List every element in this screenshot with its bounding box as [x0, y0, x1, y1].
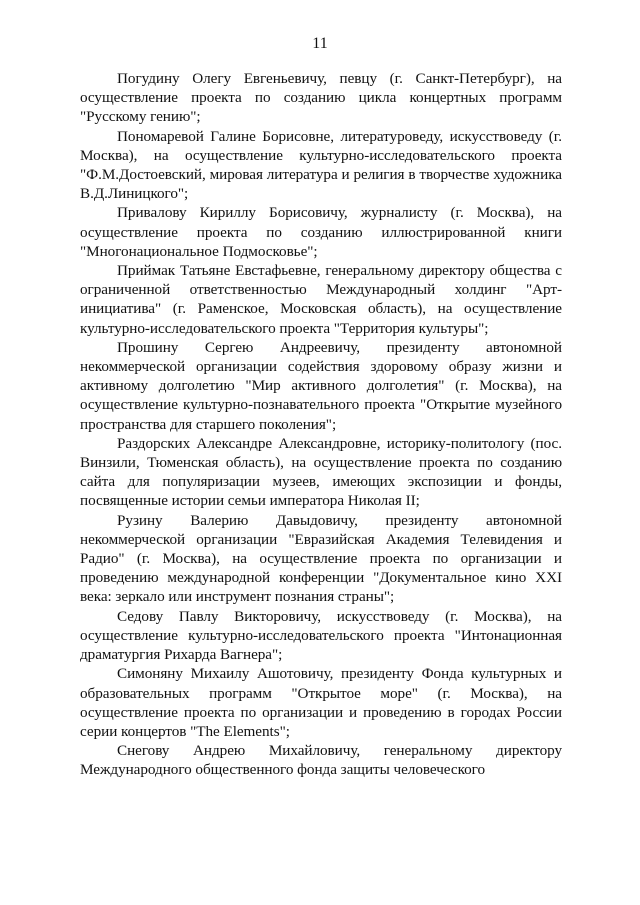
paragraph-ponomareva: Пономаревой Галине Борисовне, литературоведу, искусствоведу (г. Москва), на осуществление культурно-исследовательского проекта "Ф.М.Достоевский, мировая литература и религия в творчестве художника В.Д.Линицкого";: [80, 127, 562, 203]
paragraph-simonyan: Симоняну Михаилу Ашотовичу, президенту Фонда культурных и образовательных программ "Открытое море" (г. Москва), на осуществление проекта по организации и проведению в городах России серии концертов "The Elements";: [80, 665, 562, 740]
paragraph-sedov: Седову Павлу Викторовичу, искусствоведу (г. Москва), на осуществление культурно-исследовательского проекта "Интонационная драматургия Рихарда Вагнера";: [80, 607, 562, 664]
paragraph-ruzin: Рузину Валерию Давыдовичу, президенту автономной некоммерческой организации "Евразийская Академия Телевидения и Радио" (г. Москва), на осуществление проекта по организации и проведению международной конференции "Документальное кино XXI века: зеркало или инструмент познания страны";: [80, 511, 562, 606]
paragraph-priymak: Приймак Татьяне Евстафьевне, генеральному директору общества с ограниченной ответственностью Международный холдинг "Арт-инициатива" (г. Раменское, Московская область), на осуществление культурно-исследовательского проекта "Территория культуры";: [80, 262, 562, 337]
document-body: [80, 69, 562, 780]
paragraph-pogudin: Погудину Олегу Евгеньевичу, певцу (г. Санкт-Петербург), на осуществление проекта по созданию цикла концертных программ "Русскому гению";: [80, 70, 562, 126]
paragraph-razdorskikh: Раздорских Александре Александровне, историку-политологу (пос. Винзили, Тюменская область), на осуществление проекта по созданию сайта для популяризации музеев, имеющих экспозиции и фонды, посвященные истории семьи императора Николая II;: [80, 434, 562, 510]
paragraph-privalov: Привалову Кириллу Борисовичу, журналисту (г. Москва), на осуществление проекта по созданию иллюстрированной книги "Многонациональное Подмосковье";: [80, 204, 562, 260]
paragraph-snegov: Снегову Андрею Михайловичу, генеральному директору Международного общественного фонда защиты человеческого: [80, 742, 562, 779]
page-number: 11: [312, 35, 328, 52]
paragraph-proshin: Прошину Сергею Андреевичу, президенту автономной некоммерческой организации содействия здоровому образу жизни и активному долголетию "Мир активного долголетия" (г. Москва), на осуществление культурно-познавательного проекта "Открытие музейного пространства для старшего поколения";: [80, 338, 562, 433]
